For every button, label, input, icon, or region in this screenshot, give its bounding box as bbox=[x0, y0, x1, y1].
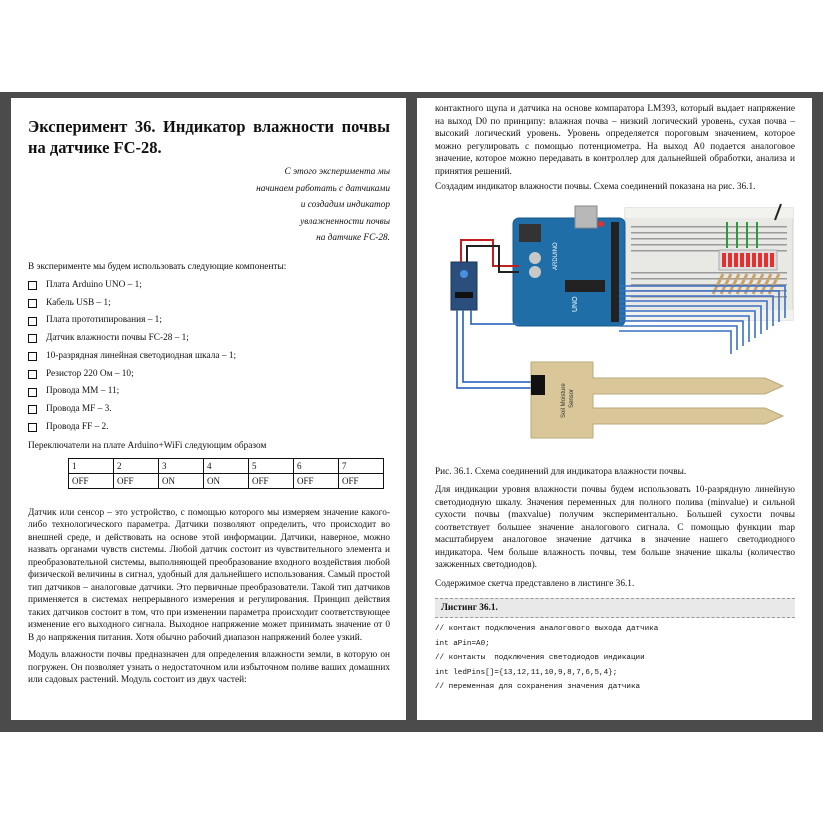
potentiometer bbox=[460, 270, 468, 278]
component-label: Провода MM – 11; bbox=[46, 386, 120, 397]
switch-number: 1 bbox=[69, 458, 114, 473]
checkbox-icon bbox=[28, 405, 37, 414]
code-line: int aPin=A0; bbox=[435, 639, 490, 648]
code-line: // переменная для сохранения значения датчика bbox=[435, 683, 641, 691]
component-label: Плата прототипирования – 1; bbox=[46, 315, 162, 326]
listing-title: Листинг 36.1. bbox=[435, 598, 795, 618]
power-jack bbox=[519, 224, 541, 242]
continuation-paragraph: контактного щупа и датчика на основе компаратора LM393, который выдает напряжение на выход D0 по принципу: влажная почва – низкий логический уровень, сухая почва – высокий логический уровень. Уровень определяется пороговым значением, которое можно регулировать с помощью потенциометра. На выход A0 подается аналоговое значение, которое можно передавать в контроллер для дальнейшей обработки, анализа и принятия решений. bbox=[435, 104, 795, 177]
checkbox-icon bbox=[28, 281, 37, 290]
checkbox-icon bbox=[28, 317, 37, 326]
component-item bbox=[28, 383, 390, 401]
component-label: Провода FF – 2. bbox=[46, 421, 109, 432]
microcontroller-chip bbox=[565, 280, 605, 292]
components-intro: В эксперименте мы будем использовать следующие компоненты: bbox=[28, 261, 287, 272]
arduino-label: ARDUINO bbox=[553, 241, 559, 270]
led-segments bbox=[722, 253, 774, 267]
component-label: Кабель USB – 1; bbox=[46, 297, 111, 308]
right-page-content bbox=[435, 103, 795, 695]
components-list bbox=[28, 277, 390, 436]
epigraph bbox=[28, 164, 390, 247]
component-label: Датчик влажности почвы FC-28 – 1; bbox=[46, 333, 189, 344]
code-listing bbox=[435, 622, 795, 695]
digital-header bbox=[611, 222, 619, 322]
switch-state: OFF bbox=[339, 473, 384, 488]
analog-wire bbox=[471, 310, 519, 324]
switch-state: OFF bbox=[114, 473, 159, 488]
component-item bbox=[28, 330, 390, 348]
breadboard-rail-top bbox=[625, 208, 793, 218]
component-label: Провода MF – 3. bbox=[46, 403, 112, 414]
epigraph-line: и создадим индикатор bbox=[300, 200, 390, 210]
switch-state: ON bbox=[159, 473, 204, 488]
checkbox-icon bbox=[28, 352, 37, 361]
right-page bbox=[417, 98, 812, 720]
probe-label-line1: Soil Moisture bbox=[561, 382, 567, 418]
capacitor bbox=[529, 252, 541, 264]
switch-number-row bbox=[69, 458, 384, 473]
switch-state: OFF bbox=[294, 473, 339, 488]
component-label: Плата Arduino UNO – 1; bbox=[46, 280, 142, 290]
left-page bbox=[11, 98, 406, 720]
figure-caption: Рис. 36.1. Схема соединений для индикатора влажности почвы. bbox=[435, 466, 687, 477]
checkbox-icon bbox=[28, 370, 37, 379]
switch-state: OFF bbox=[69, 473, 114, 488]
indication-paragraph: Для индикации уровня влажности почвы будем использовать 10-разрядную линейную светодиодную шкалу. Значения переменных для полного полива (minvalue) и сильной сухости почвы (maxvalue) получим экспериментально. Большей сухости почвы соответствует большее значение аналогового сигнала. С помощью функции map масштабируем аналоговое значение датчика в значение нашего светодиодного индикатора. Чем больше влажность почвы, тем больше значение шкалы (количество зажженных светодиодов). bbox=[435, 485, 795, 570]
module-paragraph: Модуль влажности почвы предназначен для определения влажности земли, в которую он погружен. Он позволяет узнать о недостаточном или избыточном поливе ваших домашних или садовых растений. Модуль состоит из двух частей: bbox=[28, 650, 390, 686]
experiment-title: Эксперимент 36. Индикатор влажности почвы на датчике FC-28. bbox=[28, 117, 390, 157]
switch-number: 4 bbox=[204, 458, 249, 473]
wiring-diagram-svg bbox=[435, 200, 795, 456]
probe-label-line2: Sensor bbox=[569, 388, 575, 408]
component-label: 10-разрядная линейная светодиодная шкала – 1; bbox=[46, 350, 237, 361]
epigraph-line: на датчике FC-28. bbox=[316, 233, 390, 243]
component-item bbox=[28, 401, 390, 419]
epigraph-line: С этого эксперимента мы bbox=[284, 167, 390, 177]
wiring-diagram bbox=[435, 200, 795, 456]
component-item bbox=[28, 348, 390, 366]
uno-label: UNO bbox=[572, 295, 579, 312]
usb-port bbox=[575, 206, 597, 228]
switch-number: 2 bbox=[114, 458, 159, 473]
switch-number: 7 bbox=[339, 458, 384, 473]
scheme-paragraph: Создадим индикатор влажности почвы. Схема соединений показана на рис. 36.1. bbox=[435, 182, 756, 192]
sensor-paragraph: Датчик или сенсор – это устройство, с помощью которого мы измеряем значение какого-либо технологического параметра. Датчики позволяют определить, что происходит во внешней среде, и действовать на основе этой информации. Датчики, наверное, можно назвать органами чувств системы. Любой датчик состоит из чувствительного элемента и преобразовательной системы, выполняющей преобразование входного воздействия любой физической величины в сигнал, удобный для дальнейшего использования. Самый простой тип датчиков – аналоговые датчики. Это первичные преобразователи. Такой тип датчиков применяется в системах непрерывного измерения и регулирования. Принцип действия таких датчиков состоит в том, что при изменении параметра происходит соответствующее изменение его выходного сигнала. Выходное напряжение может принимать значение от 0 В до напряжения питания. Хотя обычно рабочий диапазон напряжений более узкий. bbox=[28, 507, 390, 643]
code-line: // контакты подключения светодиодов индикации bbox=[435, 654, 645, 662]
component-item bbox=[28, 295, 390, 313]
component-label: Резистор 220 Ом – 10; bbox=[46, 368, 134, 379]
switch-intro: Переключатели на плате Arduino+WiFi следующим образом bbox=[28, 441, 267, 452]
switch-number: 5 bbox=[249, 458, 294, 473]
checkbox-icon bbox=[28, 388, 37, 397]
code-line: // контакт подключения аналогового выхода датчика bbox=[435, 625, 659, 633]
sketch-paragraph: Содержимое скетча представлено в листинге 36.1. bbox=[435, 578, 635, 589]
switch-number: 6 bbox=[294, 458, 339, 473]
switch-state: OFF bbox=[249, 473, 294, 488]
switch-number: 3 bbox=[159, 458, 204, 473]
sensor-comparator-module bbox=[451, 262, 477, 310]
checkbox-icon bbox=[28, 299, 37, 308]
sensor-module-pins bbox=[455, 292, 473, 298]
epigraph-line: увлажненности почвы bbox=[300, 216, 390, 227]
component-item bbox=[28, 419, 390, 437]
checkbox-icon bbox=[28, 334, 37, 343]
code-line: int ledPins[]={13,12,11,10,9,8,7,6,5,4}; bbox=[435, 668, 618, 677]
checkbox-icon bbox=[28, 423, 37, 432]
switch-state-row bbox=[69, 473, 384, 488]
left-page-content bbox=[28, 116, 390, 687]
component-item bbox=[28, 312, 390, 330]
epigraph-line: начинаем работать с датчиками bbox=[256, 183, 390, 194]
component-item bbox=[28, 366, 390, 384]
component-item bbox=[28, 277, 390, 295]
probe-connector bbox=[531, 375, 545, 395]
switch-state: ON bbox=[204, 473, 249, 488]
reset-button bbox=[598, 221, 604, 227]
switch-table bbox=[68, 458, 384, 489]
capacitor bbox=[529, 266, 541, 278]
